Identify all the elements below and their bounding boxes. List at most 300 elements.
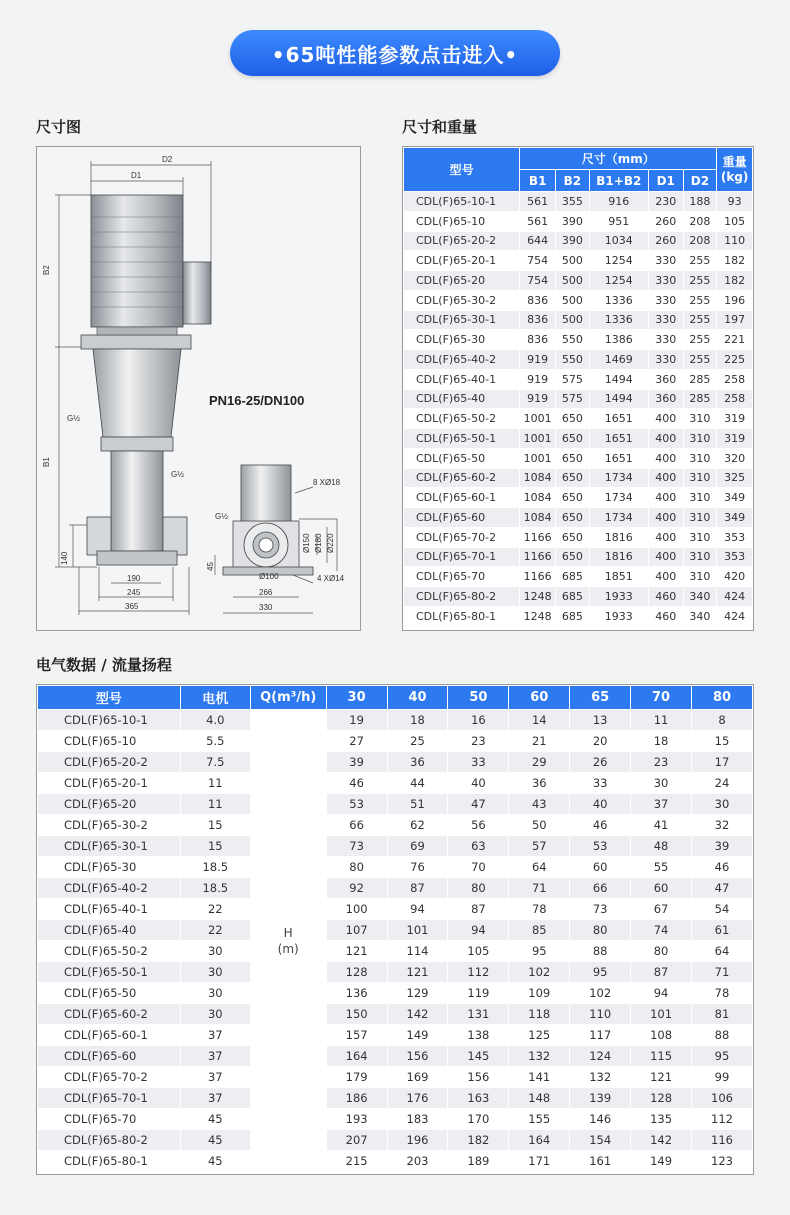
value-cell: 1166	[520, 547, 556, 567]
head-value-cell: 46	[570, 815, 631, 836]
head-value-cell: 73	[570, 899, 631, 920]
table-row	[38, 962, 753, 983]
pump-drawing-svg	[37, 147, 362, 632]
motor-cell: 15	[180, 836, 250, 857]
model-cell: CDL(F)65-20-1	[404, 251, 520, 271]
elec-header-motor: 电机	[180, 686, 250, 710]
dim-330-label: 330	[259, 603, 273, 612]
head-value-cell: 23	[631, 752, 692, 773]
value-cell: 1734	[589, 488, 648, 508]
head-value-cell: 53	[570, 836, 631, 857]
head-value-cell: 124	[570, 1046, 631, 1067]
head-value-cell: 142	[631, 1130, 692, 1151]
head-value-cell: 88	[692, 1025, 753, 1046]
head-value-cell: 47	[692, 878, 753, 899]
value-cell: 1816	[589, 547, 648, 567]
value-cell: 255	[683, 271, 717, 291]
table-row	[38, 752, 753, 773]
head-value-cell: 47	[448, 794, 509, 815]
dim-180-label: Ø180	[314, 533, 323, 553]
head-value-cell: 141	[509, 1067, 570, 1088]
head-value-cell: 25	[387, 731, 448, 752]
head-value-cell: 203	[387, 1151, 448, 1172]
value-cell: 255	[683, 330, 717, 350]
head-value-cell: 66	[570, 878, 631, 899]
head-value-cell: 85	[509, 920, 570, 941]
value-cell: 310	[683, 567, 717, 587]
dim-header-weight: 重量(kg)	[717, 148, 753, 192]
value-cell: 260	[648, 211, 683, 231]
model-cell: CDL(F)65-30-1	[404, 310, 520, 330]
head-value-cell: 55	[631, 857, 692, 878]
head-value-cell: 116	[692, 1130, 753, 1151]
head-value-cell: 170	[448, 1109, 509, 1130]
value-cell: 650	[556, 429, 590, 449]
model-cell: CDL(F)65-60	[404, 508, 520, 528]
value-cell: 330	[648, 290, 683, 310]
model-cell: CDL(F)65-10	[38, 731, 181, 752]
head-value-cell: 123	[692, 1151, 753, 1172]
value-cell: 325	[717, 468, 753, 488]
table-row	[404, 508, 753, 528]
bolt-8x18-label: 8 XØ18	[313, 478, 341, 487]
head-value-cell: 94	[387, 899, 448, 920]
value-cell: 1386	[589, 330, 648, 350]
value-cell: 1336	[589, 310, 648, 330]
table-row	[38, 941, 753, 962]
flow-header-30: 30	[326, 686, 387, 710]
head-value-cell: 13	[570, 710, 631, 731]
dimension-drawing-title: 尺寸图	[36, 118, 82, 136]
head-value-cell: 146	[570, 1109, 631, 1130]
value-cell: 197	[717, 310, 753, 330]
value-cell: 255	[683, 350, 717, 370]
head-value-cell: 40	[570, 794, 631, 815]
head-value-cell: 112	[692, 1109, 753, 1130]
value-cell: 650	[556, 508, 590, 528]
table-row	[38, 1130, 753, 1151]
value-cell: 349	[717, 508, 753, 528]
model-cell: CDL(F)65-30	[38, 857, 181, 878]
model-cell: CDL(F)65-50	[404, 448, 520, 468]
head-value-cell: 125	[509, 1025, 570, 1046]
value-cell: 330	[648, 271, 683, 291]
value-cell: 310	[683, 448, 717, 468]
value-cell: 1494	[589, 369, 648, 389]
value-cell: 650	[556, 527, 590, 547]
motor-cell: 30	[180, 962, 250, 983]
model-cell: CDL(F)65-70	[38, 1109, 181, 1130]
motor-cell: 37	[180, 1088, 250, 1109]
motor-cell: 45	[180, 1130, 250, 1151]
flow-header-70: 70	[631, 686, 692, 710]
value-cell: 400	[648, 508, 683, 528]
head-value-cell: 129	[387, 983, 448, 1004]
table-row	[38, 773, 753, 794]
value-cell: 1494	[589, 389, 648, 409]
table-row	[38, 710, 753, 731]
model-cell: CDL(F)65-40-2	[38, 878, 181, 899]
model-cell: CDL(F)65-50-1	[38, 962, 181, 983]
head-value-cell: 92	[326, 878, 387, 899]
value-cell: 916	[589, 192, 648, 212]
value-cell: 225	[717, 350, 753, 370]
head-value-cell: 100	[326, 899, 387, 920]
model-cell: CDL(F)65-20-2	[404, 231, 520, 251]
head-value-cell: 66	[326, 815, 387, 836]
value-cell: 1933	[589, 606, 648, 626]
head-value-cell: 117	[570, 1025, 631, 1046]
head-value-cell: 24	[692, 773, 753, 794]
head-value-cell: 70	[448, 857, 509, 878]
value-cell: 400	[648, 429, 683, 449]
model-cell: CDL(F)65-80-2	[404, 587, 520, 607]
bolt-4x14-label: 4 XØ14	[317, 574, 345, 583]
value-cell: 260	[648, 231, 683, 251]
value-cell: 196	[717, 290, 753, 310]
table-row	[38, 1109, 753, 1130]
value-cell: 561	[520, 211, 556, 231]
model-cell: CDL(F)65-10-1	[404, 192, 520, 212]
motor-cell: 4.0	[180, 710, 250, 731]
dim-header-size: 尺寸（mm）	[520, 148, 717, 170]
dimension-drawing	[36, 146, 361, 631]
head-value-cell: 29	[509, 752, 570, 773]
value-cell: 360	[648, 389, 683, 409]
dim-190-label: 190	[127, 574, 141, 583]
dim-150-label: Ø150	[302, 533, 311, 553]
head-value-cell: 128	[326, 962, 387, 983]
head-value-cell: 102	[570, 983, 631, 1004]
table-row	[404, 290, 753, 310]
table-row	[38, 983, 753, 1004]
value-cell: 836	[520, 330, 556, 350]
head-value-cell: 189	[448, 1151, 509, 1172]
head-value-cell: 87	[448, 899, 509, 920]
model-cell: CDL(F)65-40	[38, 920, 181, 941]
head-value-cell: 44	[387, 773, 448, 794]
value-cell: 355	[556, 192, 590, 212]
value-cell: 1933	[589, 587, 648, 607]
head-value-cell: 11	[631, 710, 692, 731]
head-value-cell: 155	[509, 1109, 570, 1130]
elec-header-model: 型号	[38, 686, 181, 710]
value-cell: 310	[683, 508, 717, 528]
head-value-cell: 51	[387, 794, 448, 815]
dim-subheader-b2: B2	[556, 170, 590, 192]
flow-header-40: 40	[387, 686, 448, 710]
head-value-cell: 115	[631, 1046, 692, 1067]
head-value-cell: 50	[509, 815, 570, 836]
value-cell: 754	[520, 251, 556, 271]
head-value-cell: 80	[570, 920, 631, 941]
model-cell: CDL(F)65-60-1	[38, 1025, 181, 1046]
g-half-label-3: G½	[215, 512, 228, 521]
table-row	[404, 488, 753, 508]
value-cell: 182	[717, 271, 753, 291]
head-value-cell: 128	[631, 1088, 692, 1109]
value-cell: 919	[520, 350, 556, 370]
table-row	[404, 547, 753, 567]
value-cell: 182	[717, 251, 753, 271]
value-cell: 424	[717, 587, 753, 607]
motor-cell: 30	[180, 1004, 250, 1025]
dimension-weight-title: 尺寸和重量	[402, 118, 478, 136]
head-value-cell: 16	[448, 710, 509, 731]
value-cell: 319	[717, 429, 753, 449]
head-value-cell: 60	[570, 857, 631, 878]
head-value-cell: 215	[326, 1151, 387, 1172]
head-value-cell: 26	[570, 752, 631, 773]
head-value-cell: 60	[631, 878, 692, 899]
head-value-cell: 36	[387, 752, 448, 773]
head-value-cell: 164	[326, 1046, 387, 1067]
head-value-cell: 169	[387, 1067, 448, 1088]
model-cell: CDL(F)65-30-2	[404, 290, 520, 310]
value-cell: 400	[648, 409, 683, 429]
value-cell: 500	[556, 290, 590, 310]
value-cell: 255	[683, 310, 717, 330]
dim-266-label: 266	[259, 588, 273, 597]
model-cell: CDL(F)65-20-2	[38, 752, 181, 773]
dim-d1-label: D1	[131, 171, 142, 180]
motor-cell: 15	[180, 815, 250, 836]
value-cell: 1651	[589, 409, 648, 429]
head-value-cell: 196	[387, 1130, 448, 1151]
model-cell: CDL(F)65-80-2	[38, 1130, 181, 1151]
head-value-cell: 54	[692, 899, 753, 920]
value-cell: 1734	[589, 508, 648, 528]
value-cell: 919	[520, 369, 556, 389]
head-value-cell: 121	[326, 941, 387, 962]
value-cell: 340	[683, 606, 717, 626]
head-value-cell: 56	[448, 815, 509, 836]
value-cell: 420	[717, 567, 753, 587]
head-value-cell: 14	[509, 710, 570, 731]
head-value-cell: 145	[448, 1046, 509, 1067]
model-cell: CDL(F)65-50-2	[404, 409, 520, 429]
table-row	[404, 310, 753, 330]
head-value-cell: 99	[692, 1067, 753, 1088]
head-unit: (m)	[277, 941, 299, 956]
head-value-cell: 64	[692, 941, 753, 962]
value-cell: 330	[648, 350, 683, 370]
head-value-cell: 132	[509, 1046, 570, 1067]
value-cell: 460	[648, 606, 683, 626]
model-cell: CDL(F)65-70-1	[404, 547, 520, 567]
head-value-cell: 163	[448, 1088, 509, 1109]
value-cell: 353	[717, 527, 753, 547]
head-value-cell: 37	[631, 794, 692, 815]
head-value-cell: 17	[692, 752, 753, 773]
head-value-cell: 41	[631, 815, 692, 836]
value-cell: 1851	[589, 567, 648, 587]
table-row	[38, 836, 753, 857]
head-value-cell: 112	[448, 962, 509, 983]
head-value-cell: 61	[692, 920, 753, 941]
model-cell: CDL(F)65-50-2	[38, 941, 181, 962]
head-value-cell: 118	[509, 1004, 570, 1025]
head-value-cell: 108	[631, 1025, 692, 1046]
motor-cell: 11	[180, 773, 250, 794]
dim-d2-label: D2	[162, 155, 173, 164]
head-value-cell: 157	[326, 1025, 387, 1046]
value-cell: 390	[556, 231, 590, 251]
head-value-cell: 80	[326, 857, 387, 878]
head-value-cell: 30	[692, 794, 753, 815]
value-cell: 919	[520, 389, 556, 409]
model-cell: CDL(F)65-30-1	[38, 836, 181, 857]
g-half-label-1: G½	[67, 414, 80, 423]
value-cell: 650	[556, 488, 590, 508]
head-value-cell: 135	[631, 1109, 692, 1130]
head-value-cell: 21	[509, 731, 570, 752]
model-cell: CDL(F)65-10	[404, 211, 520, 231]
dim-subheader-b1: B1	[520, 170, 556, 192]
table-row	[404, 369, 753, 389]
head-value-cell: 64	[509, 857, 570, 878]
model-cell: CDL(F)65-60	[38, 1046, 181, 1067]
head-value-cell: 57	[509, 836, 570, 857]
value-cell: 424	[717, 606, 753, 626]
table-row	[404, 389, 753, 409]
value-cell: 460	[648, 587, 683, 607]
dim-subheader-d2: D2	[683, 170, 717, 192]
model-cell: CDL(F)65-70	[404, 567, 520, 587]
value-cell: 330	[648, 251, 683, 271]
value-cell: 1084	[520, 508, 556, 528]
table-row	[404, 211, 753, 231]
model-cell: CDL(F)65-60-2	[38, 1004, 181, 1025]
value-cell: 285	[683, 389, 717, 409]
value-cell: 550	[556, 330, 590, 350]
head-value-cell: 101	[387, 920, 448, 941]
head-value-cell: 186	[326, 1088, 387, 1109]
head-value-cell: 95	[692, 1046, 753, 1067]
value-cell: 390	[556, 211, 590, 231]
head-value-cell: 207	[326, 1130, 387, 1151]
value-cell: 310	[683, 409, 717, 429]
head-value-cell: 105	[448, 941, 509, 962]
model-cell: CDL(F)65-40-2	[404, 350, 520, 370]
value-cell: 230	[648, 192, 683, 212]
g-half-label-2: G½	[171, 470, 184, 479]
motor-cell: 37	[180, 1025, 250, 1046]
electrical-flow-head-table	[36, 684, 754, 1175]
head-value-cell: 62	[387, 815, 448, 836]
motor-cell: 7.5	[180, 752, 250, 773]
dim-245-label: 245	[127, 588, 141, 597]
head-value-cell: 15	[692, 731, 753, 752]
dim-b1-label: B1	[42, 457, 51, 467]
value-cell: 500	[556, 251, 590, 271]
head-value-cell: 33	[448, 752, 509, 773]
head-value-cell: 107	[326, 920, 387, 941]
model-cell: CDL(F)65-20-1	[38, 773, 181, 794]
value-cell: 650	[556, 468, 590, 488]
table-row	[404, 271, 753, 291]
model-cell: CDL(F)65-10-1	[38, 710, 181, 731]
table-row	[38, 920, 753, 941]
model-cell: CDL(F)65-80-1	[404, 606, 520, 626]
table-row	[404, 606, 753, 626]
table-row	[404, 330, 753, 350]
dim-subheader-b1-b2: B1+B2	[589, 170, 648, 192]
value-cell: 360	[648, 369, 683, 389]
value-cell: 285	[683, 369, 717, 389]
head-value-cell: 95	[570, 962, 631, 983]
motor-cell: 37	[180, 1067, 250, 1088]
head-value-cell: 53	[326, 794, 387, 815]
value-cell: 310	[683, 429, 717, 449]
value-cell: 685	[556, 606, 590, 626]
motor-cell: 22	[180, 899, 250, 920]
electrical-data-title: 电气数据 / 流量扬程	[36, 656, 172, 674]
flow-header-60: 60	[509, 686, 570, 710]
motor-cell: 18.5	[180, 857, 250, 878]
model-cell: CDL(F)65-30-2	[38, 815, 181, 836]
value-cell: 353	[717, 547, 753, 567]
value-cell: 1248	[520, 606, 556, 626]
head-value-cell: 149	[631, 1151, 692, 1172]
head-value-cell: 87	[387, 878, 448, 899]
value-cell: 258	[717, 389, 753, 409]
dim-45-label: 45	[206, 562, 215, 571]
motor-cell: 45	[180, 1109, 250, 1130]
value-cell: 258	[717, 369, 753, 389]
value-cell: 255	[683, 251, 717, 271]
model-cell: CDL(F)65-20	[38, 794, 181, 815]
value-cell: 1469	[589, 350, 648, 370]
value-cell: 400	[648, 567, 683, 587]
motor-cell: 5.5	[180, 731, 250, 752]
value-cell: 951	[589, 211, 648, 231]
head-value-cell: 164	[509, 1130, 570, 1151]
head-value-cell: 48	[631, 836, 692, 857]
head-value-cell: 148	[509, 1088, 570, 1109]
value-cell: 1734	[589, 468, 648, 488]
head-value-cell: 179	[326, 1067, 387, 1088]
head-value-cell: 73	[326, 836, 387, 857]
value-cell: 110	[717, 231, 753, 251]
head-value-cell: 18	[631, 731, 692, 752]
model-cell: CDL(F)65-60-1	[404, 488, 520, 508]
value-cell: 1166	[520, 527, 556, 547]
head-value-cell: 39	[326, 752, 387, 773]
dim-header-model: 型号	[404, 148, 520, 192]
flow-header-50: 50	[448, 686, 509, 710]
value-cell: 310	[683, 468, 717, 488]
head-value-cell: 43	[509, 794, 570, 815]
value-cell: 1084	[520, 468, 556, 488]
head-value-cell: 101	[631, 1004, 692, 1025]
head-value-cell: 114	[387, 941, 448, 962]
head-value-cell: 182	[448, 1130, 509, 1151]
head-value-cell: 27	[326, 731, 387, 752]
value-cell: 1651	[589, 448, 648, 468]
value-cell: 188	[683, 192, 717, 212]
motor-cell: 37	[180, 1046, 250, 1067]
performance-link-button[interactable]	[230, 30, 560, 76]
motor-cell: 30	[180, 983, 250, 1004]
head-value-cell: 20	[570, 731, 631, 752]
head-value-cell: 39	[692, 836, 753, 857]
value-cell: 575	[556, 389, 590, 409]
table-row	[404, 587, 753, 607]
dim-100-label: Ø100	[259, 572, 279, 581]
value-cell: 310	[683, 527, 717, 547]
value-cell: 685	[556, 587, 590, 607]
